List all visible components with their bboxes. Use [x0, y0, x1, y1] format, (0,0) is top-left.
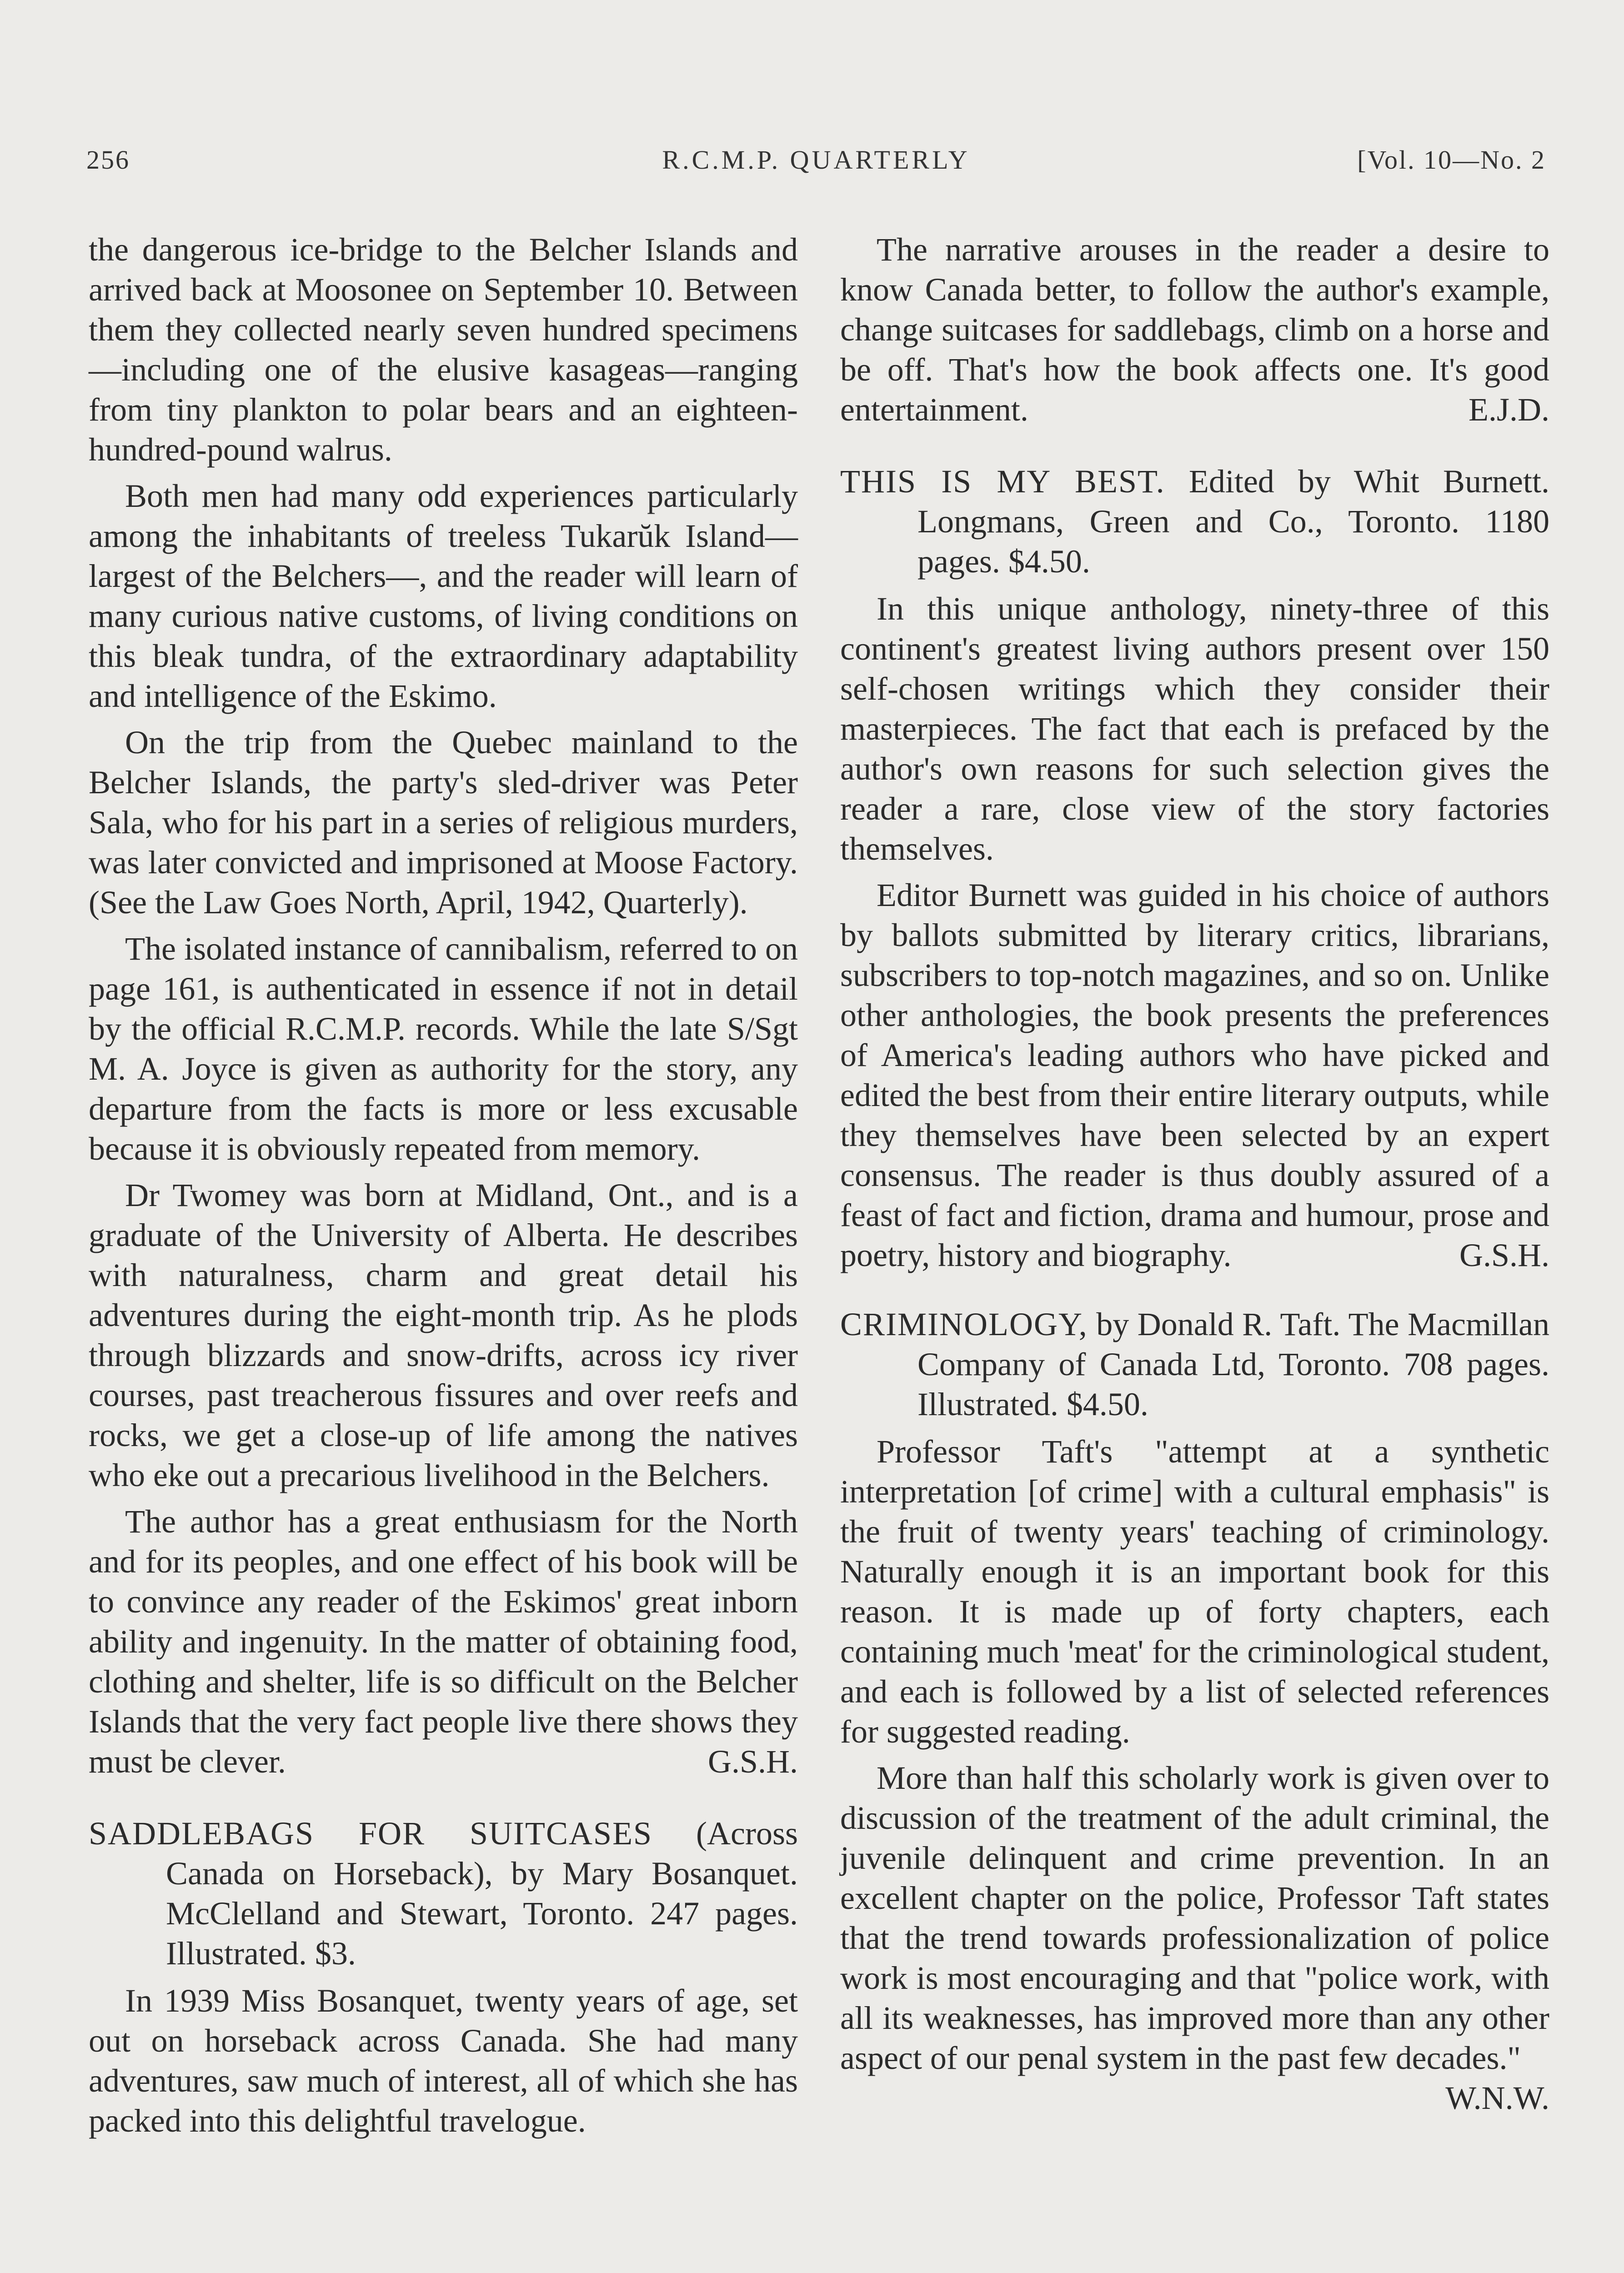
- book-details: Edited by Whit Burnett. Longmans, Green and Co., Toronto. 1180 pages. $4.50.: [917, 463, 1550, 580]
- book-title: THIS IS MY BEST.: [840, 463, 1165, 500]
- volume-issue: [Vol. 10—No. 2: [1357, 145, 1546, 175]
- book-details: (Across Canada on Horseback), by Mary Bosanquet. McClelland and Stewart, Toronto. 247 pages. Illustrated. $3.: [166, 1815, 798, 1972]
- paragraph-text: The author has a great enthusiasm for the North and for its peoples, and one effect of his book will be to convince any reader of the Eskimos' great inborn ability and ingenuity. In the matter of obtaining food, clothing and shelter, life is so difficult on the Belcher Islands that the very fact people live there shows they must be clever.: [89, 1503, 798, 1780]
- right-column: [840, 230, 1549, 2124]
- paragraph-signed: [840, 230, 1549, 430]
- publication-title: R.C.M.P. QUARTERLY: [662, 145, 970, 175]
- paragraph: Professor Taft's "attempt at a synthetic interpretation [of crime] with a cultural emphasis" is the fruit of twenty years' teaching of criminology. Naturally enough it is an important book for this reason. It is made up of forty chapters, each containing much 'meat' for the criminological student, and each is followed by a list of selected references for suggested reading.: [840, 1433, 1549, 1750]
- paragraph-signed: [89, 1502, 798, 1782]
- reviewer-initials: G.S.H.: [1459, 1237, 1549, 1273]
- paragraph: The isolated instance of cannibalism, referred to on page 161, is authenticated in essence if not in detail by the official R.C.M.P. records. While the late S/Sgt M. A. Joyce is given as authority for the story, any departure from the facts is more or less excusable because it is obviously repeated from memory.: [89, 931, 798, 1167]
- book-heading: [840, 461, 1549, 581]
- paragraph-text: The narrative arouses in the reader a desire to know Canada better, to follow the author's example, change suitcases for saddlebags, climb on a horse and be off. That's how the book affects one. It's good entertainment.: [840, 231, 1549, 428]
- book-heading: [840, 1304, 1549, 1424]
- reviewer-initials: E.J.D.: [1469, 391, 1549, 428]
- paragraph: In 1939 Miss Bosanquet, twenty years of age, set out on horseback across Canada. She had many adventures, saw much of interest, all of which she has packed into this delightful travelogue.: [89, 1983, 798, 2139]
- paragraph: On the trip from the Quebec mainland to the Belcher Islands, the party's sled-driver was Peter Sala, who for his part in a series of religious murders, was later convicted and imprisoned at Moose Factory. (See the Law Goes North, April, 1942, Quarterly).: [89, 724, 798, 921]
- paragraph: Dr Twomey was born at Midland, Ont., and is a graduate of the University of Alberta. He describes with naturalness, charm and great detail his adventures during the eight-month trip. As he plods through blizzards and snow-drifts, across icy river courses, past treacherous fissures and over reefs and rocks, we get a close-up of life among the natives who eke out a precarious livelihood in the Belchers.: [89, 1177, 798, 1493]
- book-title: CRIMINOLOGY,: [840, 1306, 1088, 1342]
- paragraph: the dangerous ice-bridge to the Belcher Islands and arrived back at Moosonee on September 10. Between them they collected nearly seven hundred specimens—including one of the elusive kasageas—ranging from tiny plankton to polar bears and an eighteen-hundred-pound walrus.: [89, 231, 798, 468]
- left-column: [89, 230, 798, 2147]
- paragraph-signed: [840, 1758, 1549, 2118]
- reviewer-initials: W.N.W.: [1445, 2080, 1549, 2116]
- reviewer-initials: G.S.H.: [707, 1743, 798, 1780]
- book-heading: [89, 1813, 798, 1973]
- paragraph: Both men had many odd experiences particularly among the inhabitants of treeless Tukarŭk Island—largest of the Belchers—, and the reader will learn of many curious native customs, of living conditions on this bleak tundra, of the extraordinary adaptability and intelligence of the Eskimo.: [89, 478, 798, 714]
- book-details: by Donald R. Taft. The Macmillan Company of Canada Ltd, Toronto. 708 pages. Illustrated. $4.50.: [917, 1306, 1549, 1422]
- page-number: 256: [86, 145, 130, 175]
- running-header: [86, 145, 1546, 190]
- paragraph: In this unique anthology, ninety-three of this continent's greatest living authors present over 150 self-chosen writings which they consider their masterpieces. The fact that each is prefaced by the author's own reasons for such selection gives the reader a rare, close view of the story factories themselves.: [840, 591, 1549, 867]
- paragraph-text: Editor Burnett was guided in his choice of authors by ballots submitted by literary critics, librarians, subscribers to top-notch magazines, and so on. Unlike other anthologies, the book presents the preferences of America's leading authors who have picked and edited the best from their entire literary outputs, while they themselves have been selected by an expert consensus. The reader is thus doubly assured of a feast of fact and fiction, drama and humour, prose and poetry, history and biography.: [840, 877, 1549, 1273]
- book-title: SADDLEBAGS FOR SUITCASES: [89, 1815, 653, 1852]
- paragraph-text: More than half this scholarly work is given over to discussion of the treatment of the adult criminal, the juvenile delinquent and crime prevention. In an excellent chapter on the police, Professor Taft states that the trend towards professionalization of police work is most encouraging and that "police work, with all its weaknesses, has improved more than any other aspect of our penal system in the past few decades.": [840, 1760, 1549, 2076]
- paragraph-signed: [840, 875, 1549, 1275]
